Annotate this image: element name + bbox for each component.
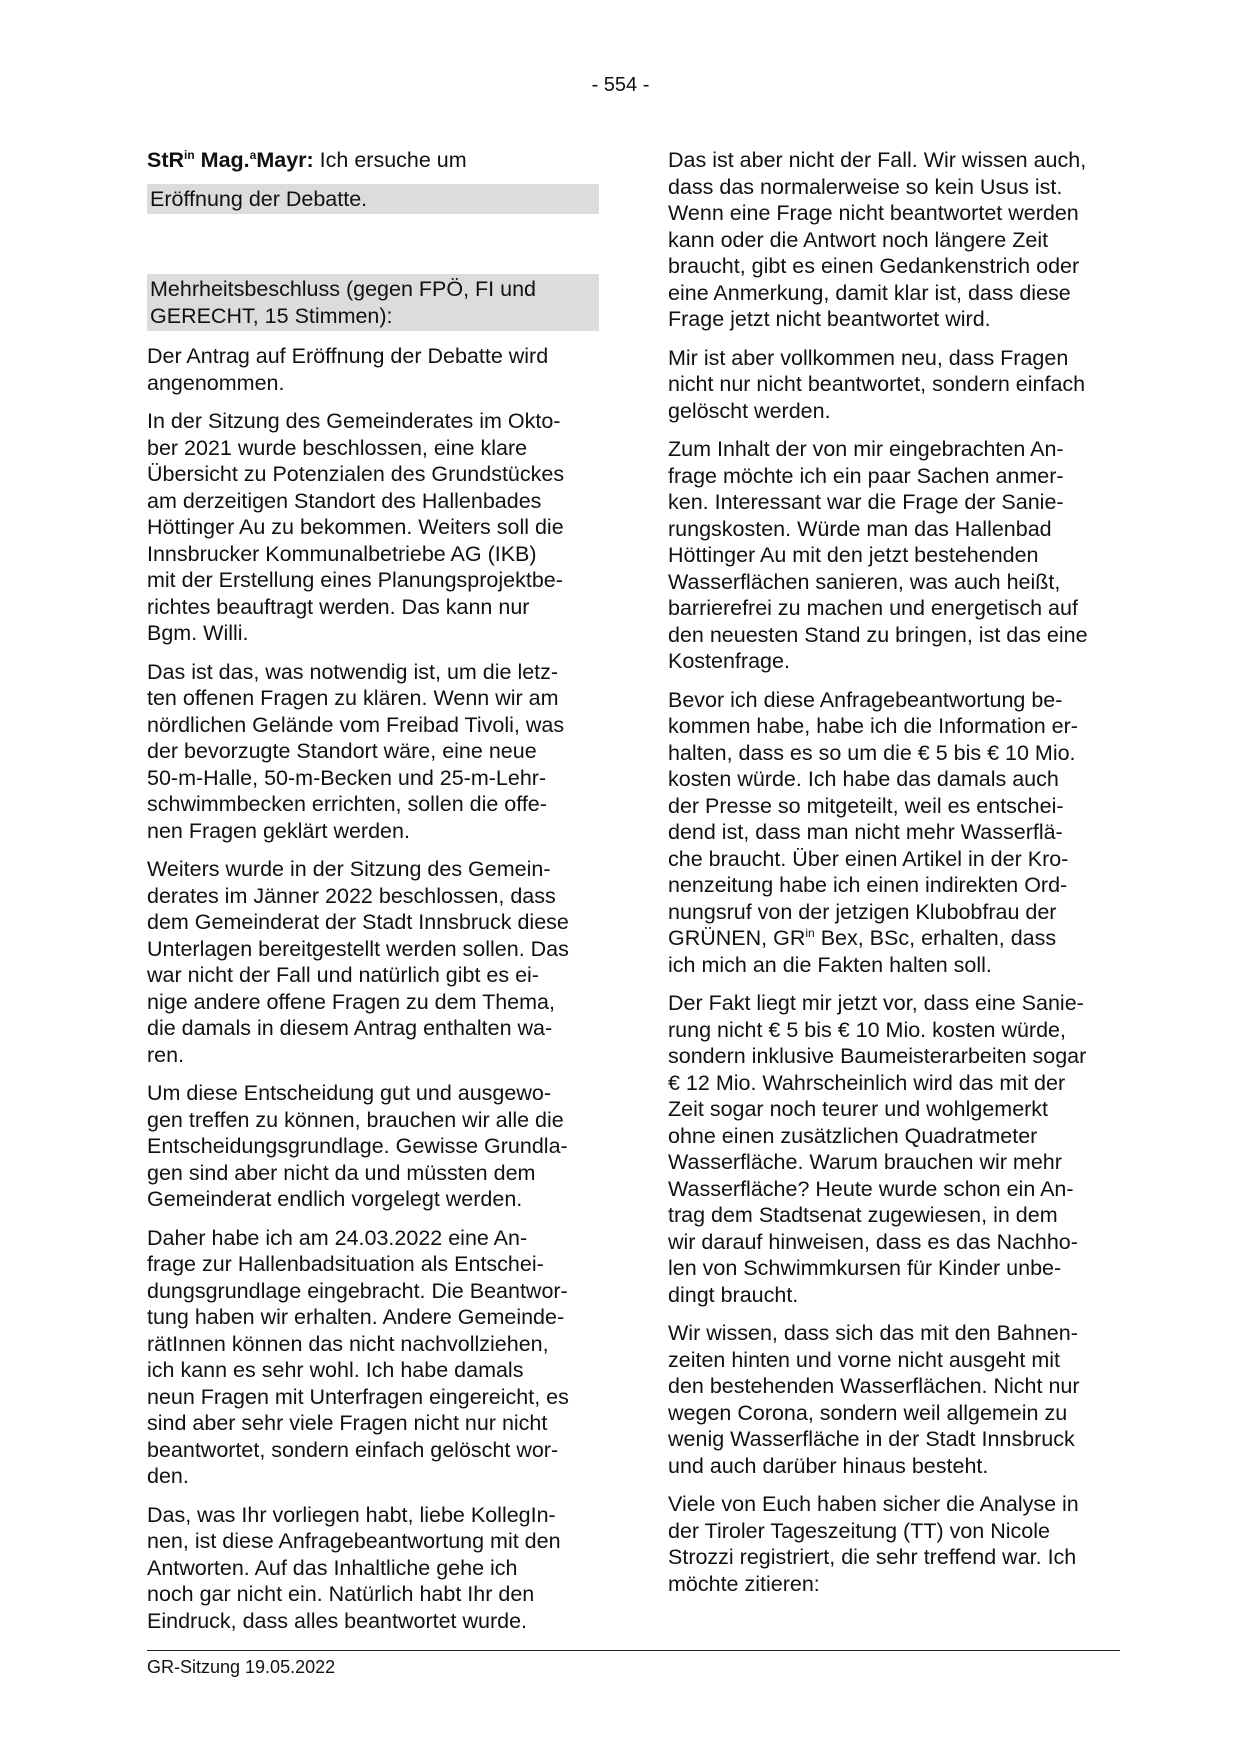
right-column (668, 147, 1120, 1609)
paragraph: Der Antrag auf Eröffnung der Debatte wird angenommen. (147, 344, 549, 395)
paragraph: Wir wissen, dass sich das mit den Bahnen- zeiten hinten und vorne nicht ausgeht mit den bestehenden Wasserflächen. Nicht nur wegen Corona, sondern weil allgemein zu wenig Wasserfläche in der Stadt Innsbruck und auch darüber hinaus besteht. (668, 1321, 1080, 1478)
paragraph: Das ist aber nicht der Fall. Wir wissen auch, dass das normalerweise so kein Usus ist. Wenn eine Frage nicht beantwortet werden kann oder die Antwort noch längere Zeit braucht, gibt es einen Gedankenstrich oder eine Anmerkung, damit klar ist, dass diese Frage jetzt nicht beantwortet wird. (668, 148, 1087, 331)
paragraph: Viele von Euch haben sicher die Analyse in der Tiroler Tageszeitung (TT) von Nicole Strozzi registriert, die sehr treffend war. Ich möchte zitieren: (668, 1492, 1079, 1596)
paragraph: Weiters wurde in der Sitzung des Gemein- derates im Jänner 2022 beschlossen, dass dem Gemeinderat der Stadt Innsbruck diese Unterlagen bereitgestellt werden sollen. Das war nicht der Fall und natürlich gibt es ei- nige andere offene Fragen zu dem Thema, die damals in diesem Antrag enthalten wa- ren. (147, 857, 569, 1067)
motion-box: Eröffnung der Debatte. (147, 184, 599, 215)
speaker-name: StR$^{in}$ Mag.$^a$Mayr: (147, 147, 314, 172)
paragraph: Bevor ich diese Anfragebeantwortung be- kommen habe, habe ich die Information er- halten, dass es so um die € 5 bis € 10 Mio. kosten würde. Ich habe das damals auch der Presse so mitgeteilt, weil es entschei- dend ist, dass man nicht mehr Wasserflä- che braucht. Über einen Artikel in der Kro- nenzeitung habe ich einen indirekten Ord- nungsruf von der jetzigen Klubobfrau der GRÜNEN, $GR^{in}$ Bex, BSc, erhalten, dass ich mich an die Fakten halten soll. (668, 687, 1120, 979)
page-number: - 554 - (591, 74, 650, 96)
paragraph: Zum Inhalt der von mir eingebrachten An- frage möchte ich ein paar Sachen anmer- ken. Interessant war die Frage der Sanie- rungskosten. Würde man das Hallenbad Höttinger Au mit den jetzt bestehenden Wasserflächen sanieren, was auch heißt, barrierefrei zu machen und energetisch auf den neuesten Stand zu bringen, ist das eine Kostenfrage. (668, 437, 1088, 673)
footer-divider (147, 1650, 1120, 1651)
paragraph: Daher habe ich am 24.03.2022 eine An- frage zur Hallenbadsituation als Entschei- dungsgrundlage eingebracht. Die Beantwor- tung haben wir erhalten. Andere Gemeinde- rätInnen können das nicht nachvollziehen, ich kann es sehr wohl. Ich habe damals neun Fragen mit Unterfragen eingereicht, es sind aber sehr viele Fragen nicht nur nicht beantwortet, sondern einfach gelöscht wor- den. (147, 1225, 569, 1488)
paragraph: Mir ist aber vollkommen neu, dass Fragen nicht nur nicht beantwortet, sondern einfach gelöscht werden. (668, 345, 1086, 423)
paragraph: Um diese Entscheidung gut und ausgewo- gen treffen zu können, brauchen wir alle die Entscheidungsgrundlage. Gewisse Grundla- gen sind aber nicht da und müssten dem Gemeinderat endlich vorgelegt werden. (147, 1081, 568, 1211)
speaker-line (147, 147, 599, 174)
paragraph: Das, was Ihr vorliegen habt, liebe KollegIn- nen, ist diese Anfragebeantwortung mit den Antworten. Auf das Inhaltliche gehe ich noch gar nicht ein. Natürlich habt Ihr den Eindruck, dass alles beantwortet wurde. (147, 1502, 561, 1633)
paragraph: Das ist das, was notwendig ist, um die letz- ten offenen Fragen zu klären. Wenn wir am nördlichen Gelände vom Freibad Tivoli, was der bevorzugte Standort wäre, eine neue 50-m-Halle, 50-m-Becken und 25-m-Lehr- schwimmbecken errichten, sollen die offe- nen Fragen geklärt werden. (147, 659, 565, 843)
left-column (147, 147, 599, 1646)
gruenen-line: GRÜNEN, $GR^{in}$ Bex, BSc, erhalten, dass (668, 925, 1057, 950)
paragraph: Der Fakt liegt mir jetzt vor, dass eine Sanie- rung nicht € 5 bis € 10 Mio. kosten würde, sondern inklusive Baumeisterarbeiten sogar € 12 Mio. Wahrscheinlich wird das mit der Zeit sogar noch teurer und wohlgemerkt ohne einen zusätzlichen Quadratmeter Wasserfläche. Warum brauchen wir mehr Wasserfläche? Heute wurde schon ein An- trag dem Stadtsenat zugewiesen, in dem wir darauf hinweisen, dass es das Nachho- len von Schwimmkursen für Kinder unbe- dingt braucht. (668, 991, 1087, 1307)
vote-result-box: Mehrheitsbeschluss (gegen FPÖ, FI und GERECHT, 15 Stimmen): (147, 274, 599, 331)
paragraph: In der Sitzung des Gemeinderates im Okto- ber 2021 wurde beschlossen, eine klare Übersicht zu Potenzialen des Grundstückes am derzeitigen Standort des Hallenbades Höttinger Au zu bekommen. Weiters soll die Innsbrucker Kommunalbetriebe AG (IKB) mit der Erstellung eines Planungsprojektbe- richtes beauftragt werden. Das kann nur Bgm. Willi. (147, 409, 565, 645)
footer-session-date: GR-Sitzung 19.05.2022 (147, 1657, 336, 1677)
speaker-text: Ich ersuche um (313, 148, 467, 172)
